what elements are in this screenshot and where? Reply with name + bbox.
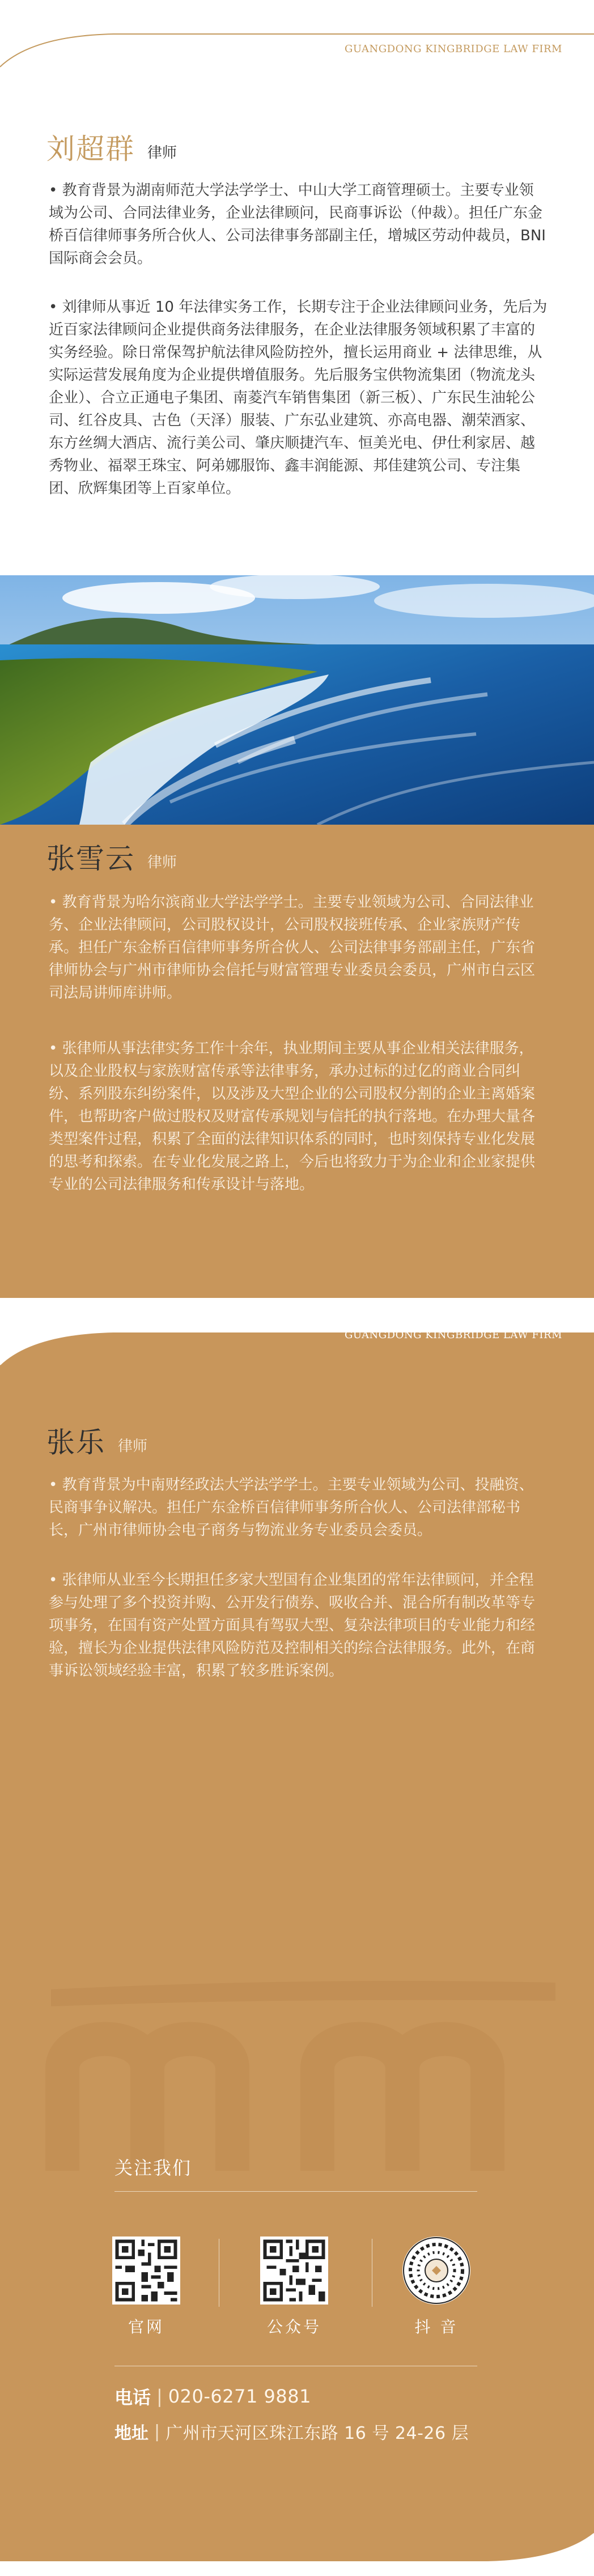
lawyer-bio-paragraph: • 教育背景为中南财经政法大学法学学士。主要专业领域为公司、投融资、民商事争议解决。担任广东金桥百信律师事务所合伙人、公司法律部秘书长，广州市律师协会电子商务与物流业务专业委员会委员。 — [49, 1476, 534, 1539]
lawyer-heading — [46, 1428, 147, 1457]
lawyer-name: 刘超群 — [46, 133, 135, 165]
channel-label: 抖 音 — [414, 2318, 459, 2336]
phone-row — [114, 2383, 311, 2409]
lawyer-role: 律师 — [147, 854, 177, 872]
address-label: 地址 — [114, 2424, 148, 2443]
follow-title: 关注我们 — [114, 2157, 192, 2179]
douyin-code-icon[interactable] — [402, 2237, 470, 2305]
lawyer-heading — [46, 135, 177, 163]
separator: | — [154, 2421, 160, 2442]
lawyer-name: 张雪云 — [46, 842, 135, 875]
lawyer-bio-paragraph: • 张律师从事法律实务工作十余年，执业期间主要从事企业相关法律服务，以及企业股权与家族财富传承等法律事务，承办过标的过亿的商业合同纠纷、系列股东纠纷案件，以及涉及大型企业的公司股权分割的企业主离婚案件，也帮助客户做过股权及财富传承规划与信托的执行落地。在办理大量各类型案件过程，积累了全面的法律知识体系的同时，也时刻保持专业化发展的思考和探索。在专业化发展之路上，今后也将致力于为企业和企业家提供专业的公司法律服务和传承设计与落地。 — [49, 1040, 536, 1193]
firm-name: GUANGDONG KINGBRIDGE LAW FIRM — [345, 43, 562, 55]
decorative-watermark — [0, 1916, 594, 2171]
address-row — [114, 2419, 469, 2444]
decorative-curve — [0, 0, 594, 79]
channel-label: 公众号 — [266, 2318, 321, 2336]
lawyer-section-1 — [0, 0, 594, 575]
lawyer-role: 律师 — [147, 145, 177, 162]
divider — [114, 2191, 477, 2192]
coastline-photo — [0, 575, 594, 825]
phone-label: 电话 — [114, 2387, 151, 2408]
lawyer-bio-paragraph: • 刘律师从事近 10 年法律实务工作，长期专注于企业法律顾问业务，先后为近百家法律顾问企业提供商务法律服务，在企业法律服务领域积累了丰富的实务经验。除日常保驾护航法律风险防控外，擅长运用商业 + 法律思维，从实际运营发展角度为企业提供增值服务。先后服务宝供物流集团（物流龙头企业）、合立正通电子集团、南菱汽车销售集团（新三板）、广东民生油轮公司、红谷皮具、古色（天泽）服装、广东弘业建筑、亦高电器、潮荣酒家、东方丝绸大酒店、流行美公司、肇庆顺捷汽车、恒美光电、伊仕利家居、越秀物业、福翠王珠宝、阿弟娜服饰、鑫丰润能源、邦佳建筑公司、专注集团、欣辉集团等上百家单位。 — [49, 299, 548, 497]
decorative-curve — [0, 2494, 594, 2576]
phone-number[interactable]: 020-6271 9881 — [168, 2386, 311, 2407]
lawyer-bio-paragraph: • 张律师从业至今长期担任多家大型国有企业集团的常年法律顾问，并全程参与处理了多个投资并购、公开发行债券、吸收合并、混合所有制改革等专项事务，在国有资产处置方面具有驾驭大型、复杂法律项目的专业能力和经验，擅长为企业提供法律风险防范及控制相关的综合法律服务。此外，在商事诉讼领域经验丰富，积累了较多胜诉案例。 — [49, 1572, 536, 1679]
lawyer-bio-paragraph: • 教育背景为哈尔滨商业大学法学学士。主要专业领域为公司、合同法律业务、企业法律顾问，公司股权设计，公司股权接班传承、企业家族财产传承。担任广东金桥百信律师事务所合伙人、公司法律事务部副主任，广东省律师协会与广州市律师协会信托与财富管理专业委员会委员，广州市白云区司法局讲师库讲师。 — [49, 894, 536, 1001]
lawyer-bio-paragraph: • 教育背景为湖南师范大学法学学士、中山大学工商管理硕士。主要专业领域为公司、合同法律业务，企业法律顾问，民商事诉讼（仲裁）。担任广东金桥百信律师事务所合伙人、公司法律事务部副主任，增城区劳动仲裁员，BNI 国际商会会员。 — [49, 182, 546, 267]
separator: | — [156, 2386, 163, 2407]
lawyer-heading — [46, 844, 177, 873]
qr-code-icon[interactable] — [260, 2237, 328, 2305]
firm-name: GUANGDONG KINGBRIDGE LAW FIRM — [345, 1329, 562, 1341]
lawyer-role: 律师 — [118, 1438, 148, 1455]
channel-label: 官网 — [128, 2318, 164, 2336]
qr-code-icon[interactable] — [112, 2237, 180, 2305]
address-text: 广州市天河区珠江东路 16 号 24-26 层 — [166, 2424, 469, 2443]
coastline-image — [0, 575, 594, 825]
lawyer-name: 张乐 — [46, 1426, 105, 1459]
